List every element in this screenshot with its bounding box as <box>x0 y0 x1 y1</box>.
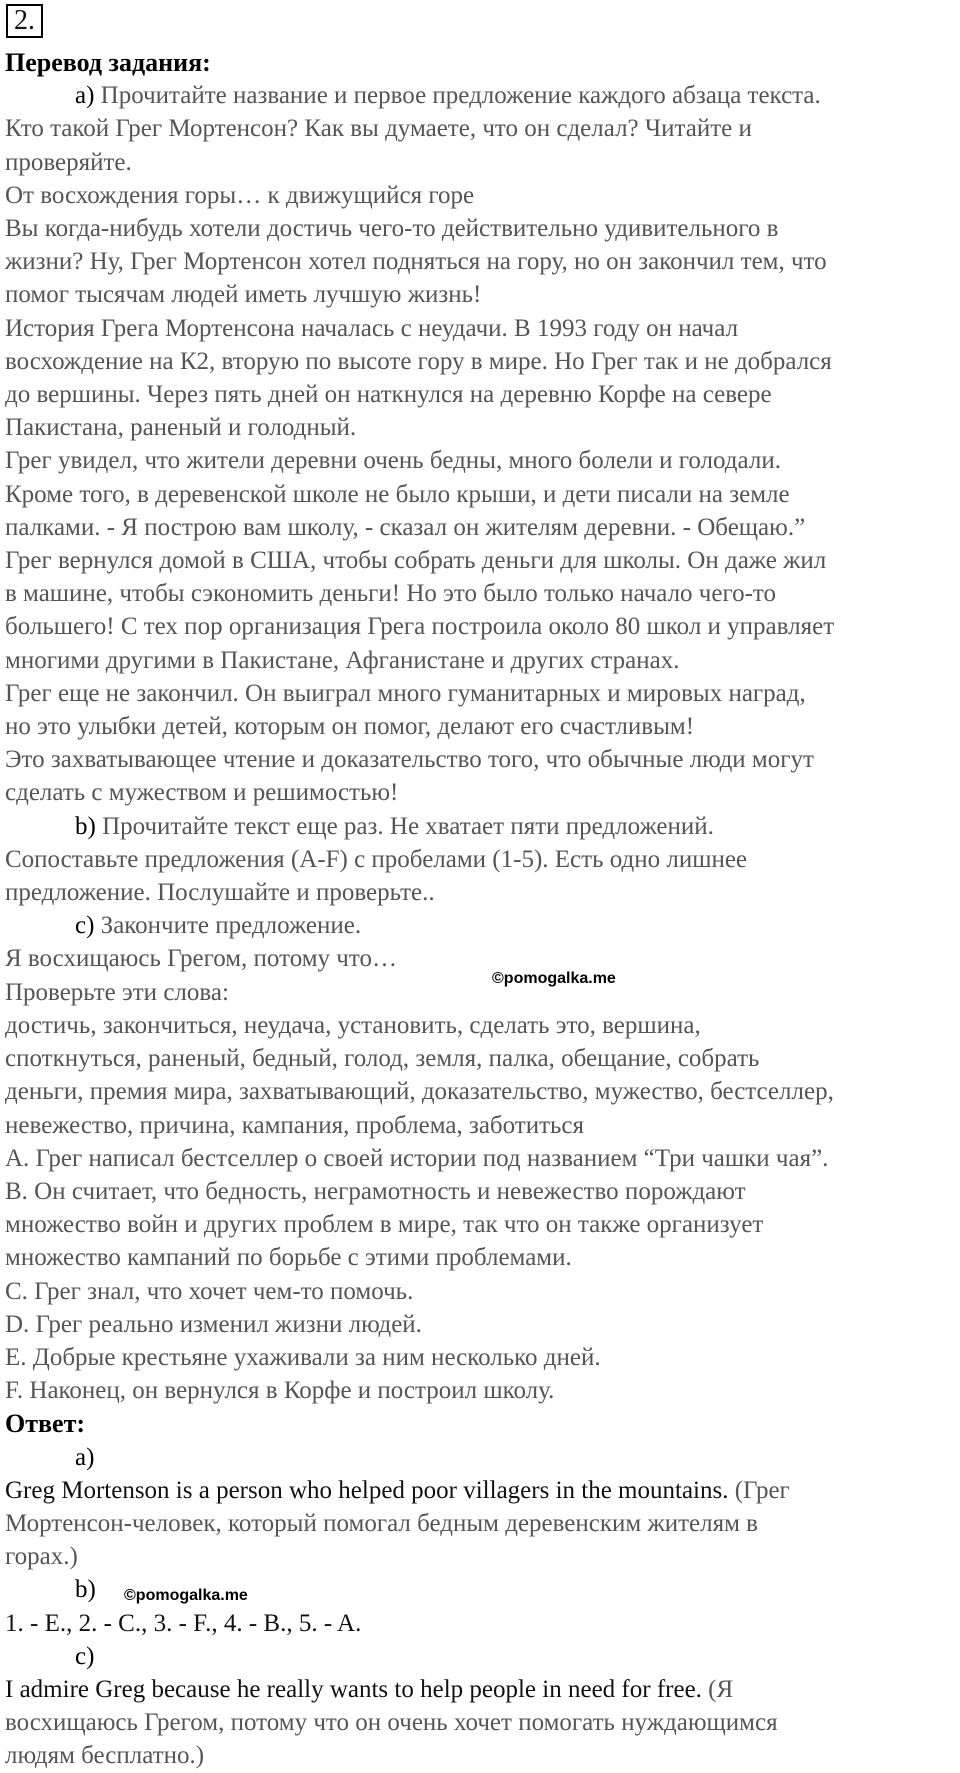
text-line <box>5 444 955 477</box>
line-text: деньги, премия мира, захватывающий, доказательство, мужество, бестселлер, <box>5 1078 834 1106</box>
text-line <box>5 312 955 345</box>
watermark-1: ©pomogalka.me <box>492 970 616 987</box>
document-body <box>5 79 955 1772</box>
watermark-2: ©pomogalka.me <box>124 1587 248 1604</box>
line-text: восхождение на К2, вторую по высоте гору в мире. Но Грег так и не добрался <box>5 347 832 375</box>
line-text: Пакистана, раненый и голодный. <box>5 414 357 442</box>
line-text: Прочитайте текст еще раз. Не хватает пяти предложений. <box>95 812 714 840</box>
text-line <box>5 1208 955 1241</box>
text-line <box>5 411 955 444</box>
line-text: D. Грег реально изменил жизни людей. <box>5 1310 422 1338</box>
line-text: Прочитайте название и первое предложение каждого абзаца текста. <box>94 82 821 110</box>
line-text: Вы когда-нибудь хотели достичь чего-то действительно удивительного в <box>5 215 779 243</box>
task-heading: Перевод задания: <box>5 48 211 77</box>
text-line <box>5 909 955 942</box>
line-text: но это улыбки детей, которым он помог, делают его счастливым! <box>5 713 695 741</box>
text-line <box>5 1640 955 1673</box>
text-line <box>5 1109 955 1142</box>
text-line <box>5 179 955 212</box>
text-line <box>5 610 955 643</box>
line-text: Грег вернулся домой в США, чтобы собрать деньги для школы. Он даже жил <box>5 547 827 575</box>
text-line <box>5 1308 955 1341</box>
text-line <box>5 511 955 544</box>
answer-heading: Ответ: <box>5 1409 86 1439</box>
line-text: большего! С тех пор организация Грега построила около 80 школ и управляет <box>5 613 835 641</box>
line-text: многими другими в Пакистане, Афганистане и других странах. <box>5 646 680 674</box>
answer-text: Greg Mortenson is a person who helped poor villagers in the mountains. <box>5 1476 729 1504</box>
text-line <box>5 1142 955 1175</box>
line-text: палками. - Я построю вам школу, - сказал он жителям деревни. - Обещаю.” <box>5 513 806 541</box>
text-line <box>5 112 955 145</box>
text-line <box>5 710 955 743</box>
text-line <box>5 1042 955 1075</box>
line-text: Кто такой Грег Мортенсон? Как вы думаете, что он сделал? Читайте и <box>5 115 752 143</box>
text-line <box>5 843 955 876</box>
text-line <box>5 776 955 809</box>
line-text: C. Грег знал, что хочет чем-то помочь. <box>5 1277 414 1305</box>
line-text: споткнуться, раненый, бедный, голод, земля, палка, обещание, собрать <box>5 1045 760 1073</box>
text-line <box>5 245 955 278</box>
text-line <box>5 278 955 311</box>
line-text: до вершины. Через пять дней он наткнулся на деревню Корфе на севере <box>5 381 772 409</box>
text-line <box>5 1706 955 1739</box>
text-line <box>5 1275 955 1308</box>
line-text: жизни? Ну, Грег Мортенсон хотел подняться на гору, но он закончил тем, что <box>5 248 827 276</box>
text-line <box>5 743 955 776</box>
text-line <box>5 1075 955 1108</box>
line-text: Это захватывающее чтение и доказательство того, что обычные люди могут <box>5 746 814 774</box>
text-line <box>5 378 955 411</box>
line-text: Мортенсон-человек, который помогал бедным деревенским жителям в <box>5 1509 758 1537</box>
text-line <box>5 1175 955 1208</box>
text-line <box>5 942 955 975</box>
text-line <box>5 212 955 245</box>
line-text: Сопоставьте предложения (A-F) с пробелами (1-5). Есть одно лишнее <box>5 845 748 873</box>
line-text: E. Добрые крестьяне ухаживали за ним несколько дней. <box>5 1343 601 1371</box>
line-text: (Я <box>701 1675 734 1703</box>
text-line <box>5 79 955 112</box>
line-text: Я восхищаюсь Грегом, потому что… <box>5 945 397 973</box>
item-label: b) <box>75 812 96 840</box>
line-text: От восхождения горы… к движущийся горе <box>5 181 475 209</box>
line-text: (Грег <box>728 1476 790 1504</box>
text-line <box>5 644 955 677</box>
text-line <box>5 1374 955 1407</box>
line-text: множество кампаний по борьбе с этими проблемами. <box>5 1244 572 1272</box>
text-line <box>5 1507 955 1540</box>
line-text: людям бесплатно.) <box>5 1742 205 1770</box>
line-text: горах.) <box>5 1543 78 1571</box>
line-text: B. Он считает, что бедность, неграмотность и невежество порождают <box>5 1177 746 1205</box>
line-text: Грег увидел, что жители деревни очень бедны, много болели и голодали. <box>5 447 781 475</box>
text-line <box>5 1607 955 1640</box>
text-line <box>5 146 955 179</box>
line-text: достичь, закончиться, неудача, установить, сделать это, вершина, <box>5 1011 701 1039</box>
text-line <box>5 577 955 610</box>
text-line <box>5 1341 955 1374</box>
item-label: а) <box>75 82 95 110</box>
text-line <box>5 544 955 577</box>
item-label: c) <box>75 912 95 940</box>
text-line <box>5 1441 955 1474</box>
line-text: сделать с мужеством и решимостью! <box>5 779 399 807</box>
line-text: проверяйте. <box>5 148 132 176</box>
line-text: Кроме того, в деревенской школе не было крыши, и дети писали на земле <box>5 480 790 508</box>
line-text: Грег еще не закончил. Он выиграл много гуманитарных и мировых наград, <box>5 679 806 707</box>
document-page <box>5 4 955 1773</box>
text-line <box>5 976 955 1009</box>
text-line <box>5 677 955 710</box>
item-label: b) <box>75 1576 96 1604</box>
answer-text: I admire Greg because he really wants to help people in need for free. <box>5 1675 702 1703</box>
line-text: невежество, причина, кампания, проблема, заботиться <box>5 1111 585 1139</box>
text-line <box>5 1009 955 1042</box>
text-line <box>5 1474 955 1507</box>
line-text: помог тысячам людей иметь лучшую жизнь! <box>5 281 482 309</box>
line-text: A. Грег написал бестселлер о своей истории под названием “Три чашки чая”. <box>5 1144 829 1172</box>
line-text: восхищаюсь Грегом, потому что он очень хочет помогать нуждающимся <box>5 1709 778 1737</box>
text-line <box>5 345 955 378</box>
line-text: F. Наконец, он вернулся в Корфе и построил школу. <box>5 1377 555 1405</box>
item-label: a) <box>75 1443 95 1471</box>
line-text: История Грега Мортенсона началась с неудачи. В 1993 году он начал <box>5 314 739 342</box>
task-number-box <box>5 4 955 38</box>
line-text: в машине, чтобы сэкономить деньги! Но это было только начало чего-то <box>5 580 777 608</box>
text-line <box>5 1673 955 1706</box>
line-text: Закончите предложение. <box>94 912 362 940</box>
item-label: c) <box>75 1642 95 1670</box>
text-line <box>5 1540 955 1573</box>
text-line <box>5 810 955 843</box>
answer-text: 1. - E., 2. - C., 3. - F., 4. - B., 5. - A. <box>5 1609 362 1637</box>
text-line <box>5 478 955 511</box>
line-text: предложение. Послушайте и проверьте.. <box>5 879 435 907</box>
text-line <box>5 1739 955 1772</box>
line-text: множество войн и других проблем в мире, так что он также организует <box>5 1211 764 1239</box>
task-number: 2. <box>6 4 43 38</box>
line-text: Проверьте эти слова: <box>5 978 229 1006</box>
text-line <box>5 1241 955 1274</box>
text-line <box>5 876 955 909</box>
